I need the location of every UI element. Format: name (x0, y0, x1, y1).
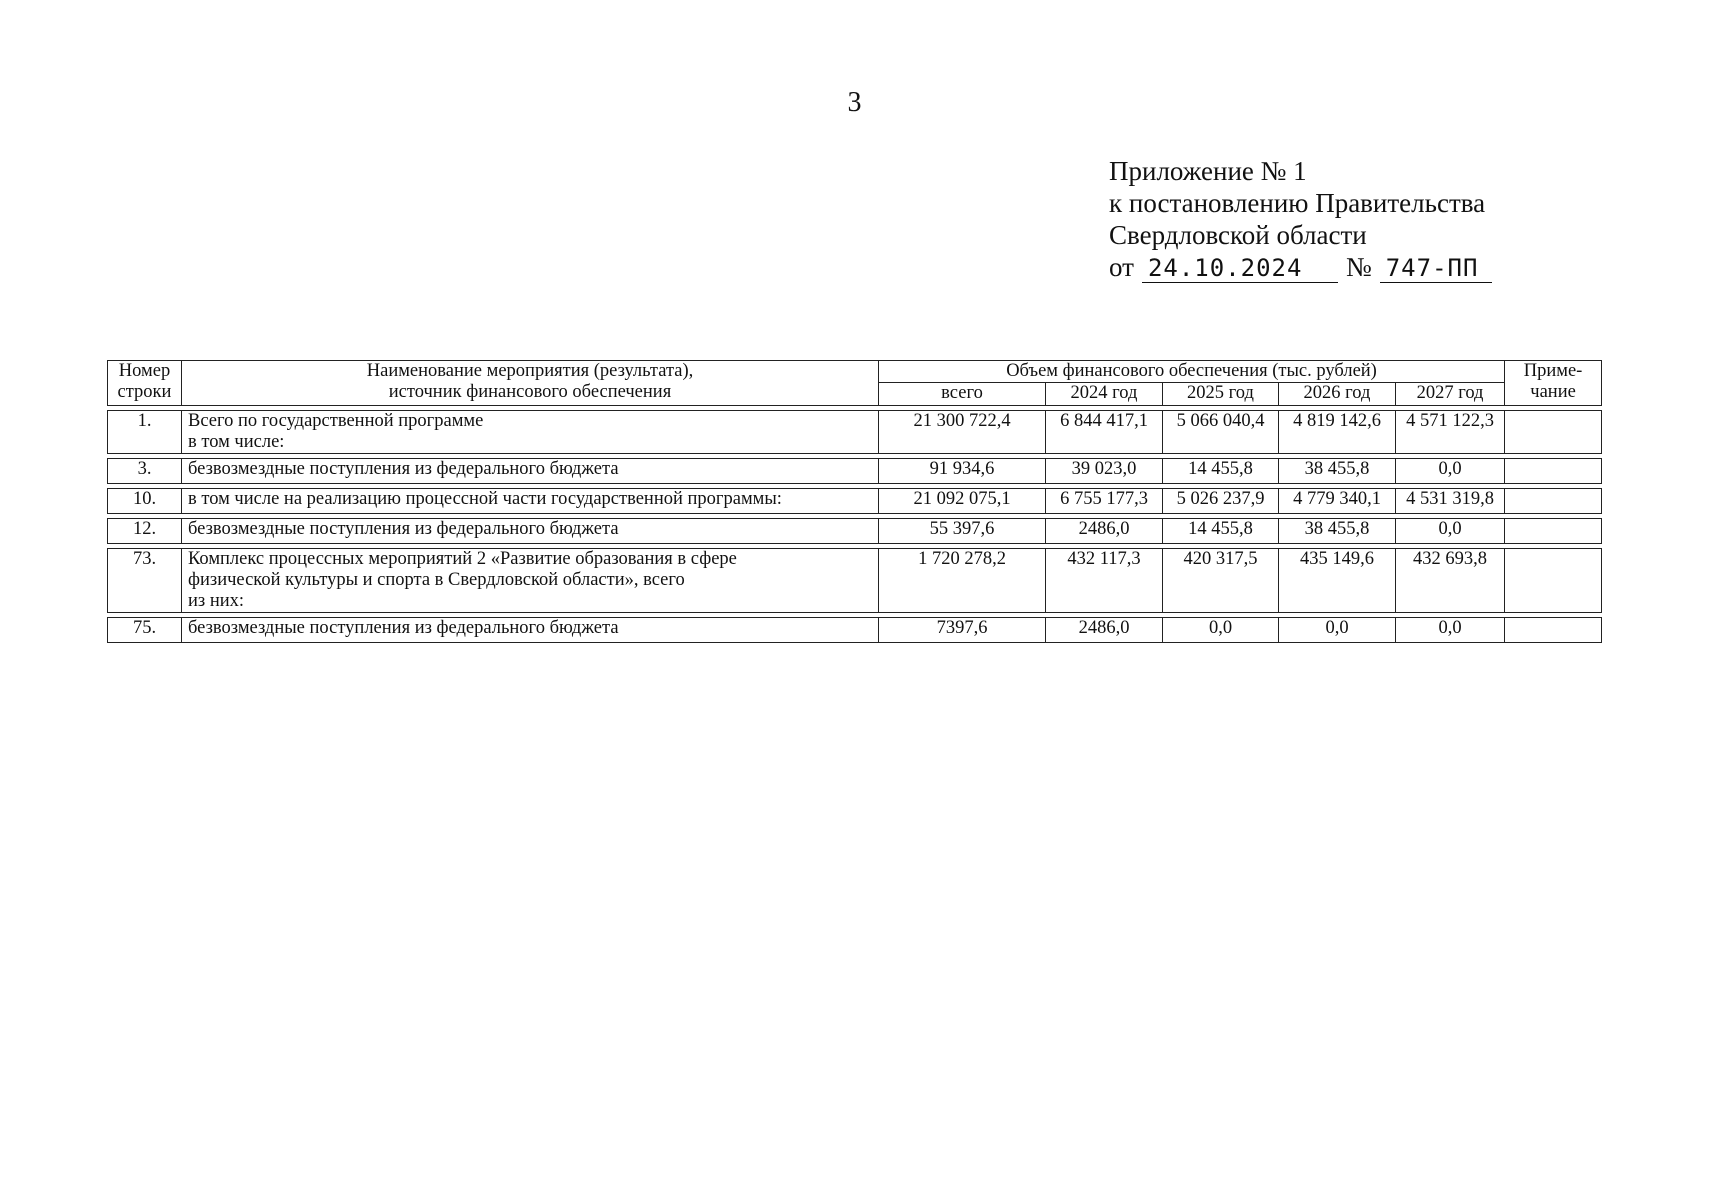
row-2025: 5 066 040,4 (1163, 410, 1279, 454)
number-prefix: № (1345, 252, 1372, 282)
row-2027: 0,0 (1396, 518, 1505, 544)
row-name-line: в том числе на реализацию процессной части государственной программы: (188, 489, 782, 509)
row-2025: 420 317,5 (1163, 548, 1279, 613)
row-name-line: безвозмездные поступления из федерального бюджета (188, 519, 619, 539)
row-name (182, 617, 879, 643)
row-2025: 5 026 237,9 (1163, 488, 1279, 514)
document-date: 24.10.2024 (1142, 254, 1338, 283)
row-2027: 432 693,8 (1396, 548, 1505, 613)
row-2026: 4 779 340,1 (1279, 488, 1396, 514)
appendix-line-2: к постановлению Правительства (1109, 188, 1486, 218)
row-2027: 4 531 319,8 (1396, 488, 1505, 514)
row-number: 1. (107, 410, 182, 454)
header-name (182, 360, 879, 406)
row-2026: 4 819 142,6 (1279, 410, 1396, 454)
row-name (182, 458, 879, 484)
page-number: 3 (847, 87, 862, 118)
header-note-line2: чание (1530, 382, 1576, 402)
document-number: 747-ПП (1380, 254, 1492, 283)
finance-table (107, 360, 1602, 643)
header-total: всего (879, 383, 1046, 406)
header-2025: 2025 год (1163, 383, 1279, 406)
appendix-heading (1109, 155, 1492, 283)
header-row-number-line1: Номер (118, 361, 171, 381)
row-name-line: Всего по государственной программе (188, 411, 484, 431)
row-name-line: из них: (188, 591, 245, 611)
row-name (182, 488, 879, 514)
table-row (107, 488, 1602, 514)
row-note (1505, 458, 1602, 484)
table-row (107, 617, 1602, 643)
row-number: 10. (107, 488, 182, 514)
row-name (182, 548, 879, 613)
row-2024: 432 117,3 (1046, 548, 1163, 613)
row-2025: 14 455,8 (1163, 458, 1279, 484)
table-row (107, 458, 1602, 484)
row-total: 21 092 075,1 (879, 488, 1046, 514)
row-2026: 435 149,6 (1279, 548, 1396, 613)
row-2024: 39 023,0 (1046, 458, 1163, 484)
row-2024: 2486,0 (1046, 518, 1163, 544)
row-name-line: безвозмездные поступления из федерального бюджета (188, 459, 619, 479)
row-2026: 38 455,8 (1279, 518, 1396, 544)
row-name-line: физической культуры и спорта в Свердловской области», всего (188, 570, 685, 590)
table-row (107, 410, 1602, 454)
row-2025: 0,0 (1163, 617, 1279, 643)
row-total: 1 720 278,2 (879, 548, 1046, 613)
header-note (1505, 360, 1602, 406)
row-total: 55 397,6 (879, 518, 1046, 544)
row-total: 21 300 722,4 (879, 410, 1046, 454)
header-row-number (107, 360, 182, 406)
row-number: 3. (107, 458, 182, 484)
row-note (1505, 617, 1602, 643)
header-row-number-line2: строки (117, 382, 172, 402)
row-number: 73. (107, 548, 182, 613)
row-2024: 6 755 177,3 (1046, 488, 1163, 514)
row-name (182, 410, 879, 454)
row-name (182, 518, 879, 544)
header-funding-group: Объем финансового обеспечения (тыс. рублей) (879, 360, 1505, 383)
row-2024: 6 844 417,1 (1046, 410, 1163, 454)
row-2027: 0,0 (1396, 617, 1505, 643)
header-2027: 2027 год (1396, 383, 1505, 406)
row-number: 75. (107, 617, 182, 643)
row-total: 7397,6 (879, 617, 1046, 643)
row-note (1505, 488, 1602, 514)
row-2027: 0,0 (1396, 458, 1505, 484)
row-name-line: в том числе: (188, 432, 285, 452)
row-2024: 2486,0 (1046, 617, 1163, 643)
row-total: 91 934,6 (879, 458, 1046, 484)
row-note (1505, 518, 1602, 544)
row-note (1505, 548, 1602, 613)
row-2026: 0,0 (1279, 617, 1396, 643)
table-row (107, 518, 1602, 544)
header-name-line1: Наименование мероприятия (результата), (366, 361, 694, 381)
row-note (1505, 410, 1602, 454)
table-row (107, 548, 1602, 613)
header-2026: 2026 год (1279, 383, 1396, 406)
date-prefix: от (1109, 252, 1134, 282)
row-2026: 38 455,8 (1279, 458, 1396, 484)
row-name-line: Комплекс процессных мероприятий 2 «Развитие образования в сфере (188, 549, 737, 569)
header-name-line2: источник финансового обеспечения (388, 382, 672, 402)
row-name-line: безвозмездные поступления из федерального бюджета (188, 618, 619, 638)
header-note-line1: Приме- (1523, 361, 1583, 381)
row-2027: 4 571 122,3 (1396, 410, 1505, 454)
row-2025: 14 455,8 (1163, 518, 1279, 544)
header-2024: 2024 год (1046, 383, 1163, 406)
appendix-title: Приложение № 1 (1109, 156, 1307, 186)
row-number: 12. (107, 518, 182, 544)
appendix-date-number (1109, 251, 1492, 283)
appendix-line-3: Свердловской области (1109, 220, 1367, 250)
